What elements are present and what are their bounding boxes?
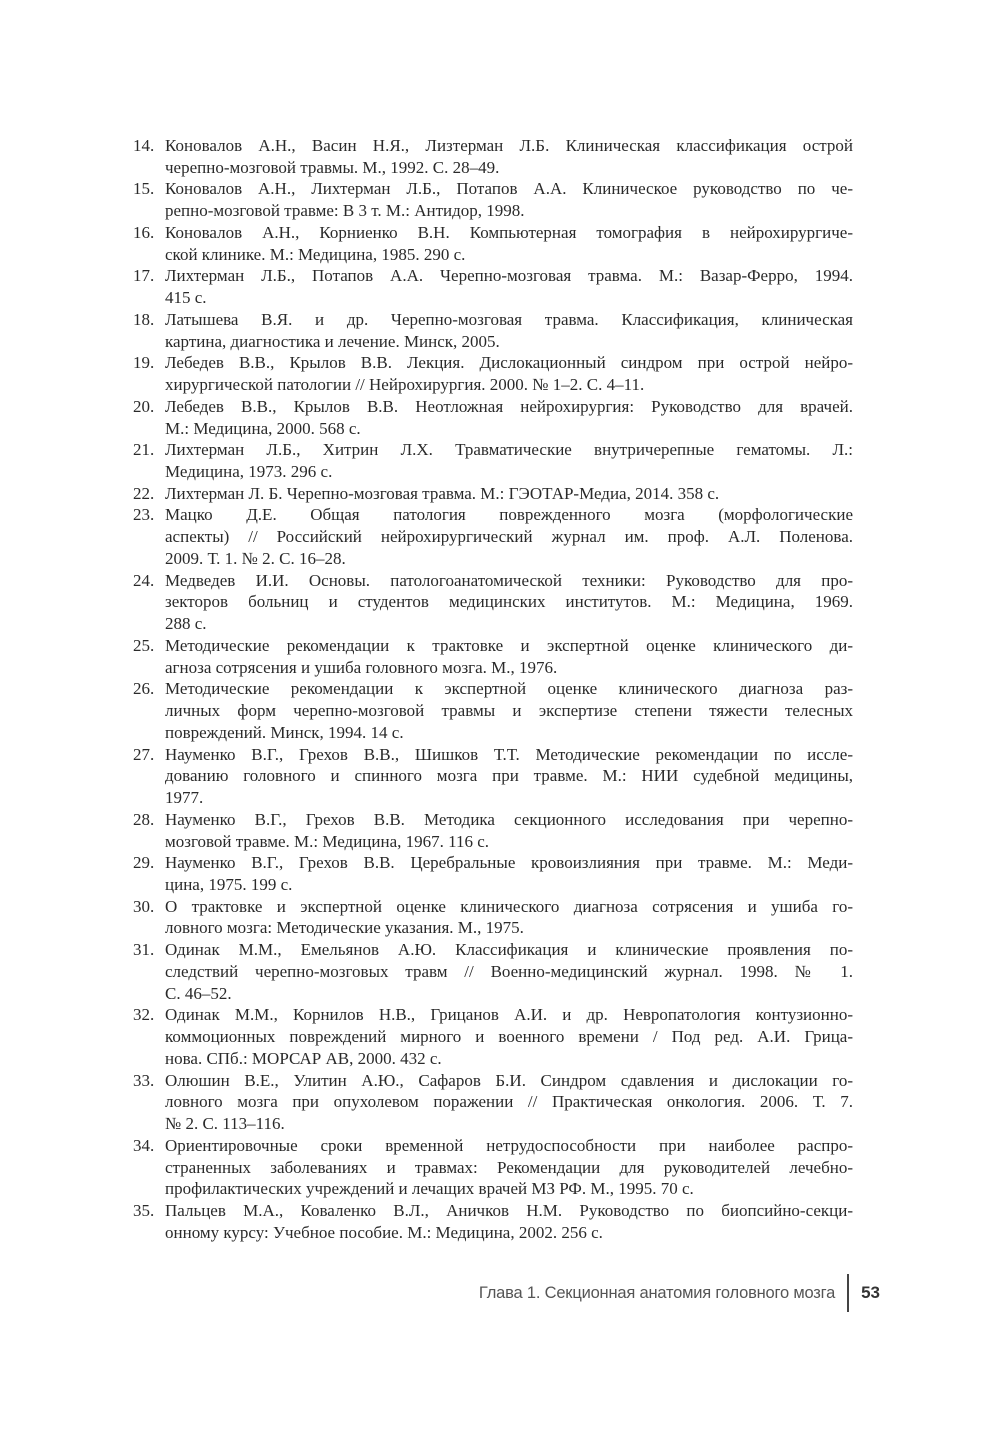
reference-number: 31. <box>133 940 155 960</box>
reference-number: 18. <box>133 309 155 329</box>
reference-text-line: Олюшин В.Е., Улитин А.Ю., Сафаров Б.И. Синдром сдавления и дислокации го- <box>165 1070 853 1090</box>
reference-text-line: Латышева В.Я. и др. Черепно-мозговая травма. Классификация, клиническая <box>165 309 853 329</box>
reference-text-line: Науменко В.Г., Грехов В.В. Методика секционного исследования при черепно- <box>165 809 853 829</box>
reference-entry <box>133 939 853 1004</box>
reference-entry <box>133 265 853 308</box>
reference-entry <box>133 483 853 505</box>
reference-text-line: коммоционных повреждений мирного и военного времени / Под ред. А.И. Грица- <box>165 1027 853 1047</box>
reference-entry <box>133 352 853 395</box>
reference-number: 22. <box>133 483 155 503</box>
reference-text-line: агноза сотрясения и ушиба головного мозга. М., 1976. <box>165 657 558 677</box>
reference-entry <box>133 504 853 569</box>
reference-text-line: Науменко В.Г., Грехов В.В. Церебральные кровоизлияния при травме. М.: Меди- <box>165 853 853 873</box>
reference-entry <box>133 178 853 221</box>
reference-number: 30. <box>133 896 155 916</box>
reference-text-line: Ориентировочные сроки временной нетрудоспособности при наиболее распро- <box>165 1135 853 1155</box>
reference-entry <box>133 635 853 678</box>
reference-text-line: черепно-мозговой травмы. М., 1992. С. 28–49. <box>165 157 500 177</box>
reference-number: 26. <box>133 679 155 699</box>
reference-text-line: ловного мозга при опухолевом поражении // Практическая онкология. 2006. Т. 7. <box>165 1092 853 1112</box>
reference-text-line: профилактических учреждений и лечащих врачей МЗ РФ. М., 1995. 70 с. <box>165 1179 694 1199</box>
reference-text-line: онному курсу: Учебное пособие. М.: Медицина, 2002. 256 с. <box>165 1222 603 1242</box>
reference-entry <box>133 1135 853 1200</box>
reference-number: 32. <box>133 1005 155 1025</box>
reference-text-line: Науменко В.Г., Грехов В.В., Шишков Т.Т. Методические рекомендации по иссле- <box>165 744 853 764</box>
reference-entry <box>133 1070 853 1135</box>
reference-text-line: нова. СПб.: МОРСАР АВ, 2000. 432 с. <box>165 1048 442 1068</box>
reference-text-line: М.: Медицина, 2000. 568 с. <box>165 418 361 438</box>
reference-entry <box>133 222 853 265</box>
reference-entry <box>133 678 853 743</box>
reference-text-line: Мацко Д.Е. Общая патология поврежденного мозга (морфологические <box>165 505 853 525</box>
reference-text-line: Лихтерман Л.Б., Потапов А.А. Черепно-мозговая травма. М.: Вазар-Ферро, 1994. <box>165 266 853 286</box>
reference-number: 27. <box>133 744 155 764</box>
running-chapter-title: Глава 1. Секционная анатомия головного мозга <box>478 1283 836 1302</box>
reference-number: 17. <box>133 266 155 286</box>
reference-entry <box>133 809 853 852</box>
reference-text-line: Медведев И.И. Основы. патологоанатомической техники: Руководство для про- <box>165 570 853 590</box>
reference-text-line: Коновалов А.Н., Корниенко В.Н. Компьютерная томография в нейрохирургиче- <box>165 222 853 242</box>
reference-text-line: Лихтерман Л. Б. Черепно-мозговая травма. М.: ГЭОТАР-Медиа, 2014. 358 с. <box>165 483 720 503</box>
reference-number: 14. <box>133 136 155 155</box>
reference-text-line: личных форм черепно-мозговой травмы и экспертизе степени тяжести телесных <box>165 701 853 721</box>
reference-text-line: цина, 1975. 199 с. <box>165 874 293 894</box>
reference-entry <box>133 439 853 482</box>
reference-number: 28. <box>133 809 155 829</box>
reference-text-line: дованию головного и спинного мозга при травме. М.: НИИ судебной медицины, <box>165 766 853 786</box>
reference-entry <box>133 396 853 439</box>
reference-text-line: ской клинике. М.: Медицина, 1985. 290 с. <box>165 244 466 264</box>
reference-list <box>133 135 853 1243</box>
reference-text-line: О трактовке и экспертной оценке клинического диагноза сотрясения и ушиба го- <box>165 896 853 916</box>
page-footer <box>479 1274 880 1312</box>
reference-text-line: Методические рекомендации к экспертной оценке клинического диагноза раз- <box>165 679 853 699</box>
page-number: 53 <box>861 1283 880 1302</box>
reference-text-line: хирургической патологии // Нейрохирургия. 2000. № 1–2. С. 4–11. <box>165 375 645 395</box>
reference-text-line: Одинак М.М., Корнилов Н.В., Грицанов А.И. и др. Невропатология контузионно- <box>165 1005 853 1025</box>
reference-text-line: Медицина, 1973. 296 с. <box>165 462 333 482</box>
reference-number: 15. <box>133 179 155 199</box>
reference-text-line: Лихтерман Л.Б., Хитрин Л.Х. Травматические внутричерепные гематомы. Л.: <box>165 440 853 460</box>
reference-text-line: Коновалов А.Н., Васин Н.Я., Лизтерман Л.Б. Клиническая классификация острой <box>165 136 853 155</box>
reference-entry <box>133 1200 853 1243</box>
reference-number: 20. <box>133 396 155 416</box>
reference-number: 29. <box>133 853 155 873</box>
reference-entry <box>133 896 853 939</box>
reference-text-line: картина, диагностика и лечение. Минск, 2005. <box>165 331 500 351</box>
reference-text-line: страненных заболеваниях и травмах: Рекомендации для руководителей лечебно- <box>165 1157 853 1177</box>
reference-entry <box>133 309 853 352</box>
reference-text-line: 415 с. <box>165 288 207 308</box>
reference-text-line: следствий черепно-мозговых травм // Военно-медицинский журнал. 1998. № 1. <box>165 961 853 981</box>
reference-text-line: 1977. <box>165 788 204 808</box>
reference-text-line: Лебедев В.В., Крылов В.В. Лекция. Дислокационный синдром при острой нейро- <box>165 353 853 373</box>
reference-text-line: репно-мозговой травме: В 3 т. М.: Антидор, 1998. <box>165 201 525 221</box>
reference-text-line: С. 46–52. <box>165 983 232 1003</box>
reference-number: 34. <box>133 1135 155 1155</box>
reference-text-line: зекторов больниц и студентов медицинских институтов. М.: Медицина, 1969. <box>165 592 853 612</box>
reference-number: 19. <box>133 353 155 373</box>
reference-number: 33. <box>133 1070 155 1090</box>
reference-number: 24. <box>133 570 155 590</box>
footer-divider <box>847 1274 849 1312</box>
reference-text-line: Одинак М.М., Емельянов А.Ю. Классификация и клинические проявления по- <box>165 940 853 960</box>
reference-entry <box>133 1004 853 1069</box>
reference-text-line: ловного мозга: Методические указания. М., 1975. <box>165 918 524 938</box>
reference-entry <box>133 570 853 635</box>
reference-number: 21. <box>133 440 155 460</box>
reference-entry <box>133 135 853 178</box>
reference-text-line: 288 с. <box>165 614 207 634</box>
reference-entry <box>133 852 853 895</box>
reference-text-line: повреждений. Минск, 1994. 14 с. <box>165 722 404 742</box>
reference-text-line: 2009. Т. 1. № 2. С. 16–28. <box>165 548 346 568</box>
reference-text-line: аспекты) // Российский нейрохирургический журнал им. проф. А.Л. Поленова. <box>165 527 853 547</box>
reference-text-line: Лебедев В.В., Крылов В.В. Неотложная нейрохирургия: Руководство для врачей. <box>165 396 853 416</box>
reference-number: 35. <box>133 1200 155 1220</box>
reference-text-line: мозговой травме. М.: Медицина, 1967. 116 с. <box>165 831 490 851</box>
reference-text-line: Методические рекомендации к трактовке и экспертной оценке клинического ди- <box>165 635 853 655</box>
reference-number: 16. <box>133 222 155 242</box>
reference-entry <box>133 744 853 809</box>
reference-text-line: № 2. С. 113–116. <box>165 1114 285 1134</box>
reference-number: 25. <box>133 635 155 655</box>
reference-text-line: Пальцев М.А., Коваленко В.Л., Аничков Н.М. Руководство по биопсийно-секци- <box>165 1200 853 1220</box>
reference-text-line: Коновалов А.Н., Лихтерман Л.Б., Потапов А.А. Клиническое руководство по че- <box>165 179 853 199</box>
reference-number: 23. <box>133 505 155 525</box>
